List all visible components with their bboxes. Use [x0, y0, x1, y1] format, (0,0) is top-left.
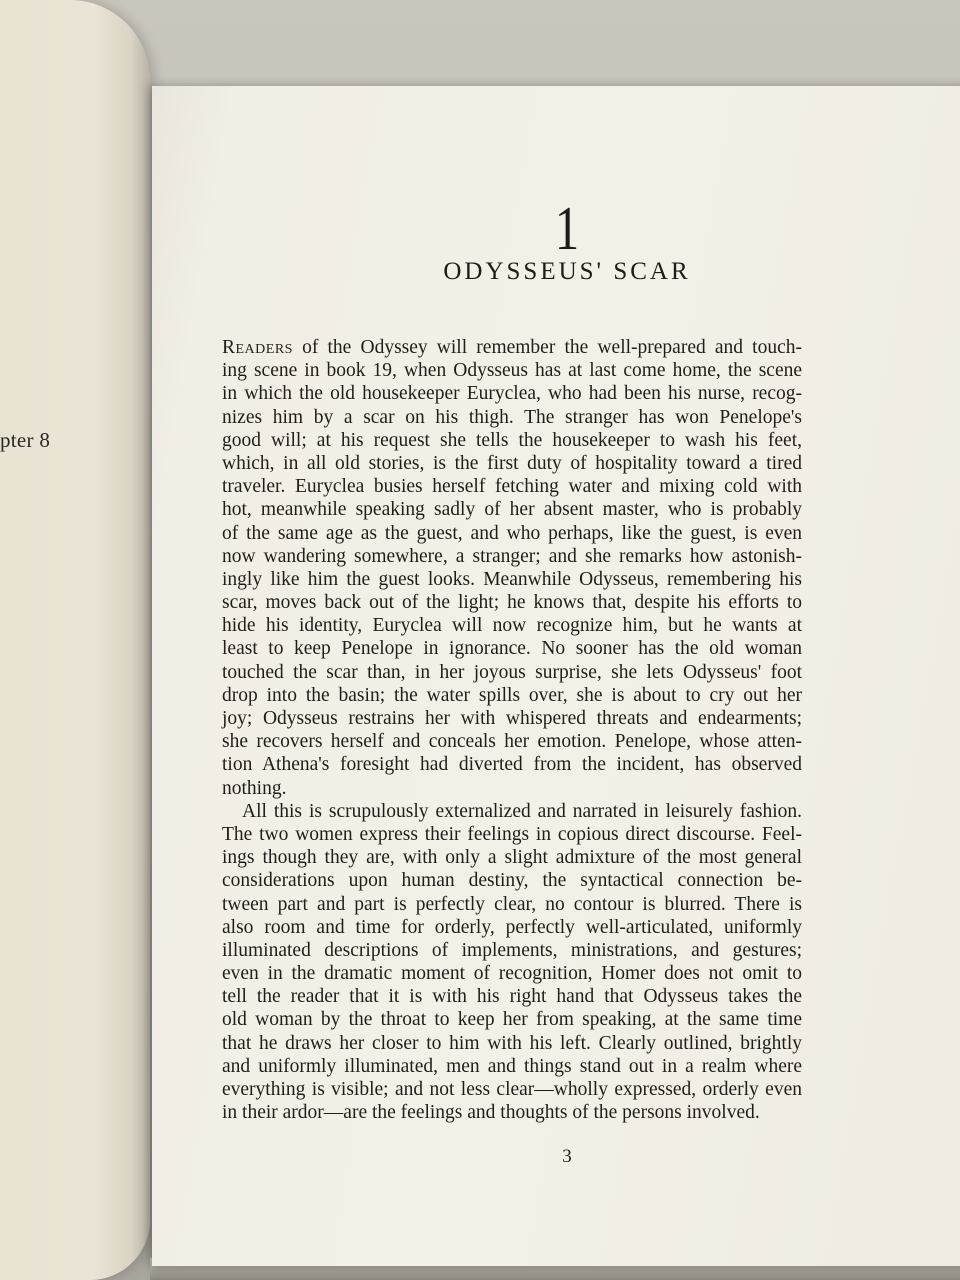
text-line: tell the reader that it is with his right hand that Odysseus takes the [222, 986, 802, 1008]
text-line: in which the old housekeeper Euryclea, who had been his nurse, recog- [222, 383, 802, 405]
text-line: drop into the basin; the water spills over, she is about to cry out her [222, 684, 802, 706]
text-line: she recovers herself and conceals her emotion. Penelope, whose atten- [222, 731, 802, 753]
text-line: good will; at his request she tells the housekeeper to wash his feet, [222, 429, 802, 451]
text-line: nizes him by a scar on his thigh. The stranger has won Penelope's [222, 406, 802, 428]
text-line: hide his identity, Euryclea will now recognize him, but he wants at [222, 615, 802, 637]
text-line: ings though they are, with only a slight admixture of the most general [222, 847, 802, 869]
text-line: traveler. Euryclea busies herself fetching water and mixing cold with [222, 476, 802, 498]
text-line: and uniformly illuminated, men and things stand out in a realm where [222, 1055, 802, 1077]
page-number: 3 [562, 1146, 572, 1167]
text-line: hot, meanwhile speaking sadly of her absent master, who is probably [222, 499, 802, 521]
text-line: joy; Odysseus restrains her with whispered threats and endearments; [222, 708, 802, 729]
opening-word: Readers [222, 337, 293, 358]
text-line: tion Athena's foresight had diverted from the incident, has observed [222, 754, 802, 776]
text-line: now wandering somewhere, a stranger; and she remarks how astonish- [222, 545, 802, 567]
text-line: that he draws her closer to him with his left. Clearly outlined, brightly [222, 1032, 802, 1054]
text-line: also room and time for orderly, perfectly well-articulated, uniformly [222, 916, 802, 938]
line-text: of the Odyssey will remember the well-prepared and touch- [292, 337, 802, 358]
paragraph-2 [222, 800, 802, 1125]
text-line: even in the dramatic moment of recognition, Homer does not omit to [222, 963, 802, 985]
text-line [222, 336, 802, 359]
left-page-margin-text: pter 8 [0, 428, 51, 452]
text-line: illuminated descriptions of implements, ministrations, and gestures; [222, 939, 802, 961]
text-line: ingly like him the guest looks. Meanwhile Odysseus, remembering his [222, 568, 802, 590]
text-line: tween part and part is perfectly clear, no contour is blurred. There is [222, 893, 802, 915]
text-line: The two women express their feelings in copious direct discourse. Feel- [222, 823, 802, 845]
paragraph-1 [222, 336, 802, 800]
right-page [152, 86, 960, 1266]
text-line: in their ardor—are the feelings and thoughts of the persons involved. [222, 1102, 760, 1124]
text-line: scar, moves back out of the light; he knows that, despite his efforts to [222, 592, 802, 614]
text-line: old woman by the throat to keep her from speaking, at the same time [222, 1009, 802, 1031]
text-line: nothing. [222, 777, 287, 799]
chapter-number: 1 [554, 195, 580, 263]
text-line: least to keep Penelope in ignorance. No sooner has the old woman [222, 638, 802, 660]
text-line: touched the scar than, in her joyous surprise, she lets Odysseus' foot [222, 661, 802, 683]
text-line: considerations upon human destiny, the syntactical connection be- [222, 870, 802, 892]
text-line: ing scene in book 19, when Odysseus has at last come home, the scene [222, 360, 802, 382]
text-line: All this is scrupulously externalized and narrated in leisurely fashion. [242, 800, 802, 822]
body-text [222, 336, 802, 1124]
chapter-title: ODYSSEUS' SCAR [443, 258, 691, 285]
text-line: of the same age as the guest, and who perhaps, like the guest, is even [222, 522, 802, 544]
text-line: everything is visible; and not less clear—wholly expressed, orderly even [222, 1079, 802, 1100]
left-page [0, 0, 150, 1280]
text-line: which, in all old stories, is the first duty of hospitality toward a tired [222, 452, 802, 474]
